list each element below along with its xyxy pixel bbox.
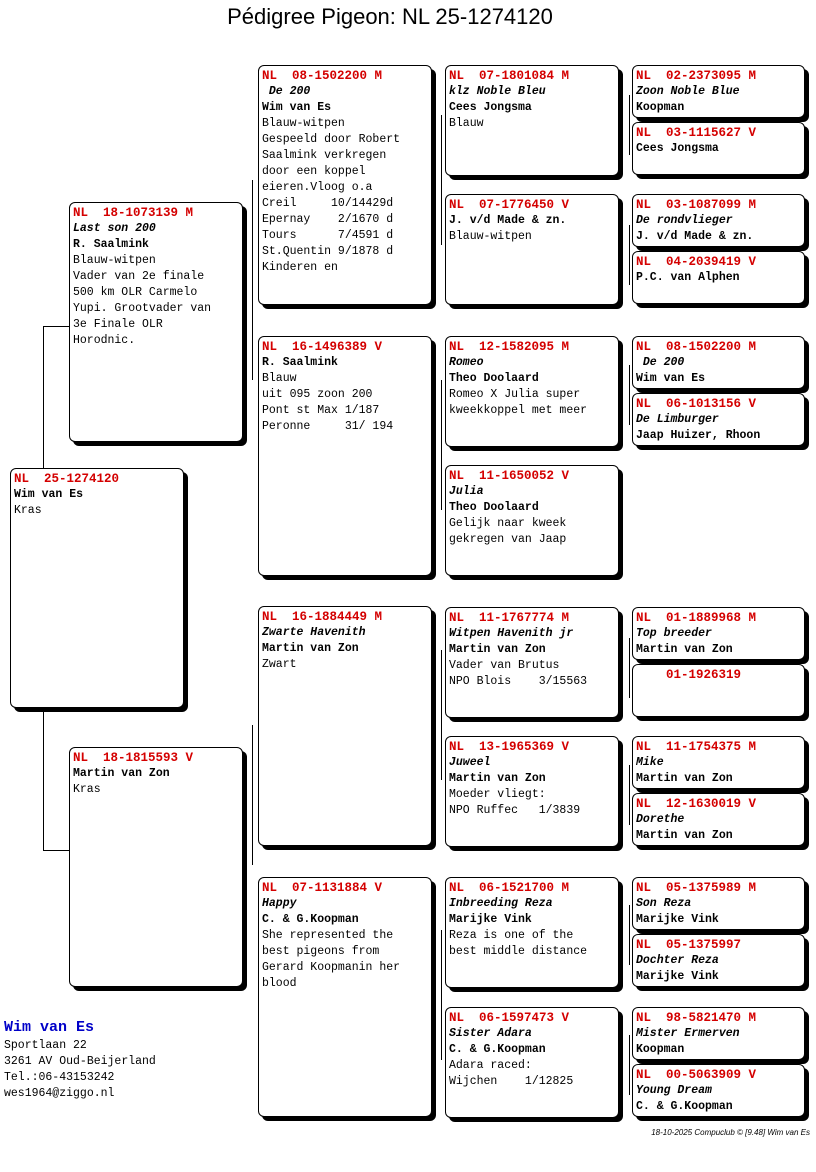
g15-card: NL 98-5821470 M Mister Ermerven Koopman xyxy=(632,1007,805,1060)
breeder-name: Wim van Es xyxy=(4,1019,95,1036)
g9-card: NL 01-1889968 M Top breeder Martin van Zon xyxy=(632,607,805,660)
dss-card: NL 11-1767774 M Witpen Havenith jr Martin van Zon Vader van Brutus NPO Blois 3/15563 xyxy=(445,607,619,718)
g12-card: NL 12-1630019 V Dorethe Martin van Zon xyxy=(632,793,805,846)
breeder-email: wes1964@ziggo.nl xyxy=(4,1087,115,1100)
breeder-phone: Tel.:06-43153242 xyxy=(4,1071,115,1084)
breeder-address: Sportlaan 22 xyxy=(4,1039,87,1052)
ss-card: NL 08-1502200 M De 200 Wim van Es Blauw-witpen Gespeeld door Robert Saalmink verkregen door een koppel eieren.Vloog o.a Creil 10/14429d Epernay 2/1670 d Tours 7/4591 d St.Quentin 9/1878 d Kinderen en xyxy=(258,65,432,305)
g13-card: NL 05-1375989 M Son Reza Marijke Vink xyxy=(632,877,805,930)
g4-card: NL 04-2039419 V P.C. van Alphen xyxy=(632,251,805,304)
ring-number: NL 25-1274120 xyxy=(14,472,120,486)
dds-card: NL 06-1521700 M Inbreeding Reza Marijke Vink Reza is one of the best middle distance xyxy=(445,877,619,988)
dsd-card: NL 13-1965369 V Juweel Martin van Zon Moeder vliegt: NPO Ruffec 1/3839 xyxy=(445,736,619,847)
breeder-city: 3261 AV Oud-Beijerland xyxy=(4,1055,156,1068)
ddd-card: NL 06-1597473 V Sister Adara C. & G.Koopman Adara raced: Wijchen 1/12825 xyxy=(445,1007,619,1118)
g14-card: NL 05-1375997 Dochter Reza Marijke Vink xyxy=(632,934,805,987)
g3-card: NL 03-1087099 M De rondvlieger J. v/d Made & zn. xyxy=(632,194,805,247)
subject-card: NL 25-1274120 Wim van Es Kras xyxy=(10,468,184,708)
g10-card: 01-1926319 xyxy=(632,664,805,717)
sd-card: NL 16-1496389 V R. Saalmink Blauw uit 095 zoon 200 Pont st Max 1/187 Peronne 31/ 194 xyxy=(258,336,432,576)
dam-card: NL 18-1815593 V Martin van Zon Kras xyxy=(69,747,243,987)
g1-card: NL 02-2373095 M Zoon Noble Blue Koopman xyxy=(632,65,805,118)
sss-card: NL 07-1801084 M klz Noble Bleu Cees Jongsma Blauw xyxy=(445,65,619,176)
g11-card: NL 11-1754375 M Mike Martin van Zon xyxy=(632,736,805,789)
g5-card: NL 08-1502200 M De 200 Wim van Es xyxy=(632,336,805,389)
g16-card: NL 00-5063909 V Young Dream C. & G.Koopman xyxy=(632,1064,805,1117)
owner: Wim van Es xyxy=(14,488,84,501)
sire-card: NL 18-1073139 M Last son 200 R. Saalmink Blauw-witpen Vader van 2e finale 500 km OLR Carmelo Yupi. Grootvader van 3e Finale OLR Horodnic. xyxy=(69,202,243,442)
breeder-info xyxy=(4,1018,156,1102)
page-title: Pédigree Pigeon: NL 25-1274120 xyxy=(227,4,553,29)
ssd-card: NL 07-1776450 V J. v/d Made & zn. Blauw-witpen xyxy=(445,194,619,305)
g2-card: NL 03-1115627 V Cees Jongsma xyxy=(632,122,805,175)
g6-card: NL 06-1013156 V De Limburger Jaap Huizer, Rhoon xyxy=(632,393,805,446)
dd-card: NL 07-1131884 V Happy C. & G.Koopman She represented the best pigeons from Gerard Koopmanin her blood xyxy=(258,877,432,1117)
footer: 18-10-2025 Compuclub © [9.48] Wim van Es xyxy=(651,1128,810,1137)
sdd-card: NL 11-1650052 V Julia Theo Doolaard Gelijk naar kweek gekregen van Jaap xyxy=(445,465,619,576)
ds-card: NL 16-1884449 M Zwarte Havenith Martin van Zon Zwart xyxy=(258,606,432,846)
sds-card: NL 12-1582095 M Romeo Theo Doolaard Romeo X Julia super kweekkoppel met meer xyxy=(445,336,619,447)
